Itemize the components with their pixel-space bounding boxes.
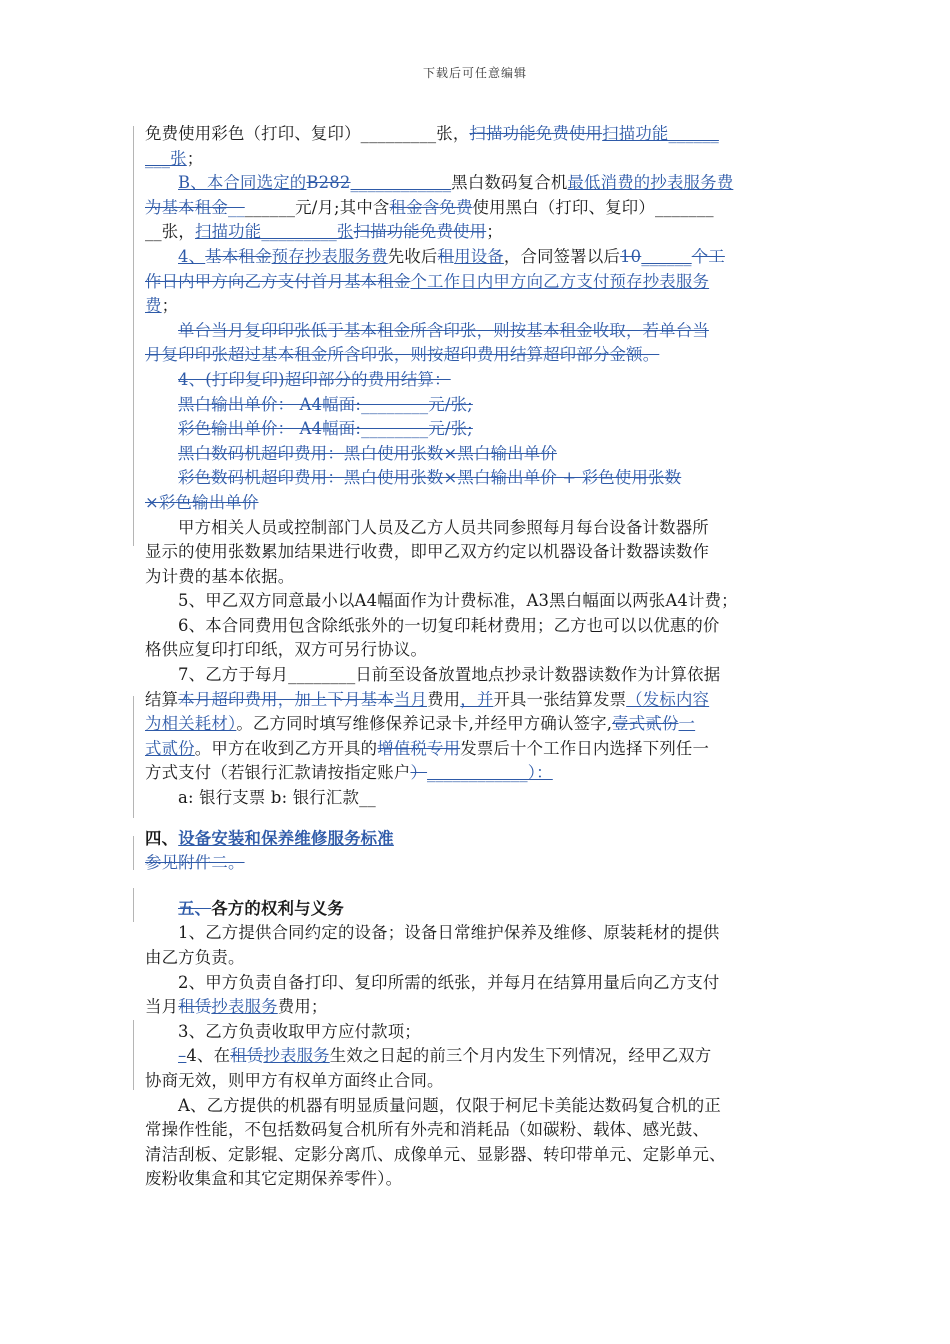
text-run: 5、甲乙双方同意最小以A4幅面作为计费标准，A3黑白幅面以两张A4计费； bbox=[178, 591, 738, 611]
inserted-text: 费 bbox=[145, 296, 162, 316]
deleted-text: 4、(打印复印)超印部分的费用结算： bbox=[178, 369, 451, 389]
text-line bbox=[145, 1020, 810, 1045]
deleted-text: 月复印印张超过基本租金所含印张，则按超印费用结算超印部分金额。 bbox=[145, 345, 660, 365]
deleted-text: 彩色输出单价： A4幅面:________元/张; bbox=[178, 419, 473, 439]
text-line bbox=[145, 737, 810, 762]
deleted-text: 个工 bbox=[691, 246, 725, 266]
inserted-text: 抄表服务 bbox=[211, 997, 278, 1017]
deleted-text: 五、 bbox=[178, 898, 212, 918]
inserted-text: ______ bbox=[641, 246, 692, 266]
text-run: 费用 bbox=[427, 689, 461, 709]
text-run: 6、本合同费用包含除纸张外的一切复印耗材费用；乙方也可以以优惠的价 bbox=[178, 615, 720, 635]
deleted-text: 壹式贰份 bbox=[612, 714, 679, 734]
text-line bbox=[145, 1167, 810, 1192]
text-run: 结算 bbox=[145, 689, 179, 709]
deleted-text: 增值税专用 bbox=[377, 738, 461, 758]
revision-bar bbox=[133, 126, 134, 546]
text-line bbox=[145, 147, 810, 172]
text-run: 1、乙方提供合同约定的设备；设备日常维护保养及维修、原装耗材的提供 bbox=[178, 923, 720, 943]
inserted-text: 式贰份 bbox=[145, 738, 195, 758]
deleted-text: 10 bbox=[620, 246, 642, 266]
inserted-text: ____________ bbox=[350, 173, 452, 193]
text-line bbox=[145, 270, 810, 295]
deleted-text: 参见附件二。 bbox=[145, 853, 245, 873]
deleted-text: 本月超印费用，加上下月基本 bbox=[178, 689, 394, 709]
deleted-text: 基本租金 bbox=[205, 246, 272, 266]
text-line bbox=[145, 971, 810, 996]
deleted-text: ×彩色输出单价 bbox=[145, 492, 259, 512]
text-run: 废粉收集盒和其它定期保养零件）。 bbox=[145, 1169, 403, 1189]
inserted-text: 最低消费的抄表服务费 bbox=[567, 173, 734, 193]
deleted-text: 为基本租金__ bbox=[145, 197, 245, 217]
deleted-text: 彩色数码机超印费用：黑白使用张数×黑白输出单价 + 彩色使用张数 bbox=[178, 468, 682, 488]
deleted-text: 扫描功能免费使用 bbox=[469, 124, 603, 143]
text-run: 2、甲方负责自备打印、复印所需的纸张，并每月在结算用量后向乙方支付 bbox=[178, 972, 720, 992]
text-line bbox=[145, 294, 810, 319]
text-line bbox=[145, 761, 810, 786]
inserted-text: 一 bbox=[678, 714, 696, 734]
text-run: 甲方相关人员或控制部门人员及乙方人员共同参照每月每台设备计数器所 bbox=[178, 517, 709, 537]
text-line bbox=[145, 1044, 810, 1069]
text-run: 由乙方负责。 bbox=[145, 948, 245, 967]
text-run: ； bbox=[486, 222, 503, 242]
document-body bbox=[145, 122, 810, 1192]
text-line bbox=[145, 921, 810, 946]
text-line bbox=[145, 1118, 810, 1143]
text-line bbox=[145, 466, 810, 491]
text-line bbox=[145, 638, 810, 663]
text-run: ，合同签署以后 bbox=[503, 246, 621, 266]
text-run: __张， bbox=[145, 222, 195, 242]
text-line bbox=[145, 712, 810, 737]
text-run: A、乙方提供的机器有明显质量问题，仅限于柯尼卡美能达数码复合机的正 bbox=[178, 1095, 721, 1115]
inserted-text: 设备安装和保养维修服务标准 bbox=[178, 828, 394, 848]
deleted-text: 扫描功能免费使用 bbox=[353, 222, 487, 242]
deleted-text: 租赁 bbox=[230, 1046, 264, 1066]
text-run: 开具一张结算发票 bbox=[493, 689, 627, 709]
text-line bbox=[145, 245, 810, 270]
text-line bbox=[145, 946, 810, 971]
revision-bar bbox=[133, 836, 134, 870]
revision-bar bbox=[133, 696, 134, 818]
text-run: 发票后十个工作日内选择下列任一 bbox=[460, 738, 710, 758]
inserted-text: 用设备 bbox=[454, 246, 504, 266]
text-line bbox=[145, 343, 810, 368]
text-line bbox=[145, 589, 810, 614]
inserted-text: 扫描功能_________张 bbox=[194, 222, 354, 242]
text-run: 。乙方同时填写维修保养记录卡,并经甲方确认签字, bbox=[236, 714, 613, 734]
text-line bbox=[145, 1094, 810, 1119]
inserted-text: ____________）： bbox=[427, 763, 553, 783]
text-run: 四、 bbox=[145, 828, 179, 848]
text-line bbox=[145, 417, 810, 442]
text-run: ； bbox=[186, 148, 204, 168]
page-header: 下载后可任意编辑 bbox=[422, 66, 527, 80]
text-line bbox=[145, 516, 810, 541]
inserted-text: – bbox=[178, 1046, 187, 1066]
deleted-text: 租金含免费 bbox=[389, 197, 473, 217]
inserted-text: 个工作日内甲方向乙方支付预存抄表服务 bbox=[410, 271, 710, 291]
text-run: 当月 bbox=[145, 997, 179, 1017]
text-line bbox=[145, 688, 810, 713]
text-line bbox=[145, 663, 810, 688]
text-run: 生效之日起的前三个月内发生下列情况，经甲乙双方 bbox=[329, 1046, 712, 1066]
revision-bar bbox=[133, 888, 134, 922]
text-line bbox=[145, 171, 810, 196]
text-run: 免费使用彩色（打印、复印）_________张， bbox=[145, 124, 470, 143]
inserted-text: （发标内容 bbox=[626, 689, 710, 709]
text-line bbox=[145, 220, 810, 245]
text-run: 显示的使用张数累加结果进行收费，即甲乙双方约定以机器设备计数器读数作 bbox=[145, 542, 710, 562]
text-run: 先收后 bbox=[387, 246, 438, 266]
text-run: 。甲方在收到乙方开具的 bbox=[194, 738, 378, 758]
text-run: ； bbox=[161, 296, 179, 316]
text-line bbox=[145, 565, 810, 590]
text-line bbox=[145, 1143, 810, 1168]
inserted-text: 预存抄表服务费 bbox=[271, 246, 388, 266]
text-line bbox=[145, 196, 810, 221]
inserted-text: B、本合同选定的 bbox=[178, 173, 307, 193]
text-line bbox=[145, 995, 810, 1020]
deleted-text: B282 bbox=[306, 173, 351, 193]
text-run: 方式支付（若银行汇款请按指定账户 bbox=[145, 763, 411, 783]
text-run: 费用； bbox=[277, 997, 328, 1017]
deleted-text: 作日内甲方向乙方支付首月基本租金 bbox=[145, 271, 411, 291]
text-line bbox=[145, 1069, 810, 1094]
text-run: 协商无效，则甲方有权单方面终止合同。 bbox=[145, 1070, 444, 1090]
revision-bar bbox=[133, 1020, 134, 1090]
text-run: 为计费的基本依据。 bbox=[145, 566, 295, 586]
deleted-text: 租赁 bbox=[178, 997, 212, 1017]
inserted-text: 4、 bbox=[178, 246, 206, 266]
text-line bbox=[145, 393, 810, 418]
inserted-text: ___张 bbox=[145, 148, 187, 168]
text-line bbox=[145, 614, 810, 639]
section-heading bbox=[145, 827, 810, 852]
deleted-text: 黑白输出单价： A4幅面:________元/张; bbox=[178, 394, 473, 414]
text-line bbox=[145, 122, 810, 147]
deleted-text: 单台当月复印印张低于基本租金所含印张，则按基本租金收取，若单台当 bbox=[178, 320, 709, 340]
text-line bbox=[145, 851, 810, 876]
text-line bbox=[145, 319, 810, 344]
deleted-text: ） bbox=[410, 763, 428, 783]
deleted-text: 租 bbox=[437, 246, 455, 266]
text-run: 黑白数码复合机 bbox=[451, 173, 568, 193]
text-run: ______元/月;其中含 bbox=[244, 197, 390, 217]
text-line bbox=[145, 786, 810, 811]
text-run: 各方的权利与义务 bbox=[211, 898, 344, 918]
inserted-text: 扫描功能______ bbox=[602, 124, 719, 143]
text-line bbox=[145, 491, 810, 516]
text-run: 清洁刮板、定影辊、定影分离爪、成像单元、显影器、转印带单元、定影单元、 bbox=[145, 1144, 726, 1164]
text-run: a: 银行支票 b: 银行汇款__ bbox=[178, 788, 376, 808]
section-heading bbox=[145, 897, 810, 922]
text-line bbox=[145, 368, 810, 393]
inserted-text: ，并 bbox=[460, 689, 494, 709]
text-run: 格供应复印打印纸，双方可另行协议。 bbox=[145, 640, 428, 660]
text-line bbox=[145, 442, 810, 467]
text-run: 4、在 bbox=[186, 1046, 231, 1066]
inserted-text: 抄表服务 bbox=[263, 1046, 330, 1066]
text-run: 常操作性能，不包括数码复合机所有外壳和消耗品（如碳粉、载体、感光鼓、 bbox=[145, 1120, 710, 1140]
inserted-text: 当月 bbox=[393, 689, 428, 709]
inserted-text: 为相关耗材） bbox=[145, 714, 237, 734]
text-run: 7、乙方于每月________日前至设备放置地点抄录计数器读数作为计算依据 bbox=[178, 665, 721, 685]
text-run: 3、乙方负责收取甲方应付款项； bbox=[178, 1021, 421, 1041]
text-line bbox=[145, 540, 810, 565]
text-run: 使用黑白（打印、复印）_______ bbox=[472, 197, 714, 217]
deleted-text: 黑白数码机超印费用：黑白使用张数×黑白输出单价 bbox=[178, 443, 557, 463]
